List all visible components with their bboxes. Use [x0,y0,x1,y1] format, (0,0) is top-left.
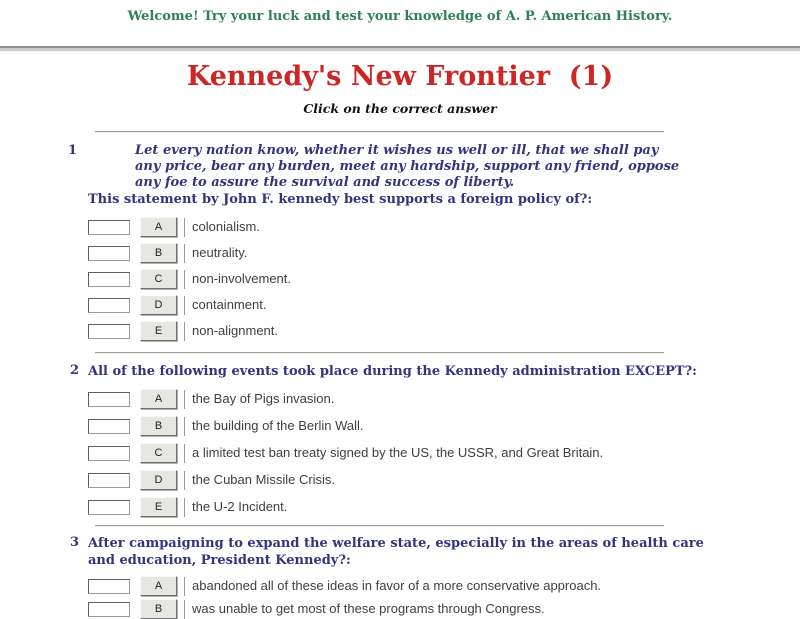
answer-text: the Bay of Pigs invasion. [192,391,335,406]
question-quote [135,143,800,191]
answer-text: the Cuban Missile Crisis. [192,472,336,487]
quote-line: Let every nation know, whether it wishes us well or ill, that we shall pay [135,143,659,158]
answer-row [88,599,800,619]
answer-divider [184,577,185,596]
answer-text: colonialism. [192,219,260,234]
answer-divider [184,296,185,315]
answer-divider [184,498,185,517]
answer-input[interactable] [88,579,130,594]
answer-input[interactable] [88,220,130,235]
answer-button-a[interactable]: A [140,389,177,409]
question-block-1 [0,143,800,341]
answer-input[interactable] [88,446,130,461]
answer-row [88,497,800,517]
answer-text: the building of the Berlin Wall. [192,418,364,433]
question-text: All of the following events took place during the Kennedy administration EXCEPT?: [88,364,697,379]
top-rule [0,46,800,52]
answer-divider [184,444,185,463]
answer-text: abandoned all of these ideas in favor of a more conservative approach. [192,578,602,593]
welcome-banner: Welcome! Try your luck and test your knowledge of A. P. American History. [127,9,673,24]
answer-button-d[interactable]: D [140,470,177,490]
answer-text: non-involvement. [192,271,291,286]
answer-text: was unable to get most of these programs through Congress. [192,601,545,616]
answer-input[interactable] [88,419,130,434]
answer-divider [184,218,185,237]
question-number: 3 [70,535,80,550]
answer-input[interactable] [88,324,130,339]
answer-input[interactable] [88,500,130,515]
answer-button-c[interactable]: C [140,443,177,463]
answer-button-a[interactable]: A [140,217,177,237]
answer-divider [184,471,185,490]
answer-button-d[interactable]: D [140,295,177,315]
question-number: 2 [70,363,80,378]
quote-line: any price, bear any burden, meet any hardship, support any friend, oppose [135,159,680,174]
answer-row [88,443,800,463]
page-subtitle: Click on the correct answer [303,101,497,116]
answer-divider [184,270,185,289]
answer-button-c[interactable]: C [140,269,177,289]
answer-button-e[interactable]: E [140,497,177,517]
question-text-line: and education, President Kennedy?: [88,553,351,568]
question-block-3 [0,535,800,619]
answer-button-b[interactable]: B [140,599,177,619]
answer-button-b[interactable]: B [140,243,177,263]
answer-row [88,269,800,289]
answer-text: neutrality. [192,245,248,260]
question-number: 1 [68,143,78,158]
answer-row [88,389,800,409]
answer-input[interactable] [88,392,130,407]
answer-divider [184,600,185,619]
answer-input[interactable] [88,272,130,287]
question-text-line: After campaigning to expand the welfare state, especially in the areas of health care [88,536,704,551]
answer-row [88,243,800,263]
answer-divider [184,244,185,263]
question-text: This statement by John F. kennedy best supports a foreign policy of?: [88,192,593,207]
answer-divider [184,390,185,409]
question-text [88,535,800,569]
page-title: Kennedy's New Frontier (1) [186,61,614,92]
answer-row [88,470,800,490]
answer-row [88,295,800,315]
answer-text: a limited test ban treaty signed by the US, the USSR, and Great Britain. [192,445,604,460]
answer-text: containment. [192,297,267,312]
answer-button-a[interactable]: A [140,576,177,596]
answer-text: the U-2 Incident. [192,499,288,514]
answer-button-b[interactable]: B [140,416,177,436]
answer-button-e[interactable]: E [140,321,177,341]
answer-input[interactable] [88,298,130,313]
section-divider [95,352,664,354]
answer-divider [184,322,185,341]
answer-row [88,576,800,596]
answer-row [88,416,800,436]
section-divider [95,525,664,527]
answer-row [88,321,800,341]
quote-line: any foe to assure the survival and success of liberty. [135,175,515,190]
answer-input[interactable] [88,473,130,488]
answer-input[interactable] [88,246,130,261]
answer-text: non-alignment. [192,323,278,338]
answer-input[interactable] [88,602,130,617]
answer-divider [184,417,185,436]
section-divider [95,131,664,133]
answer-row [88,217,800,237]
question-block-2 [0,363,800,517]
